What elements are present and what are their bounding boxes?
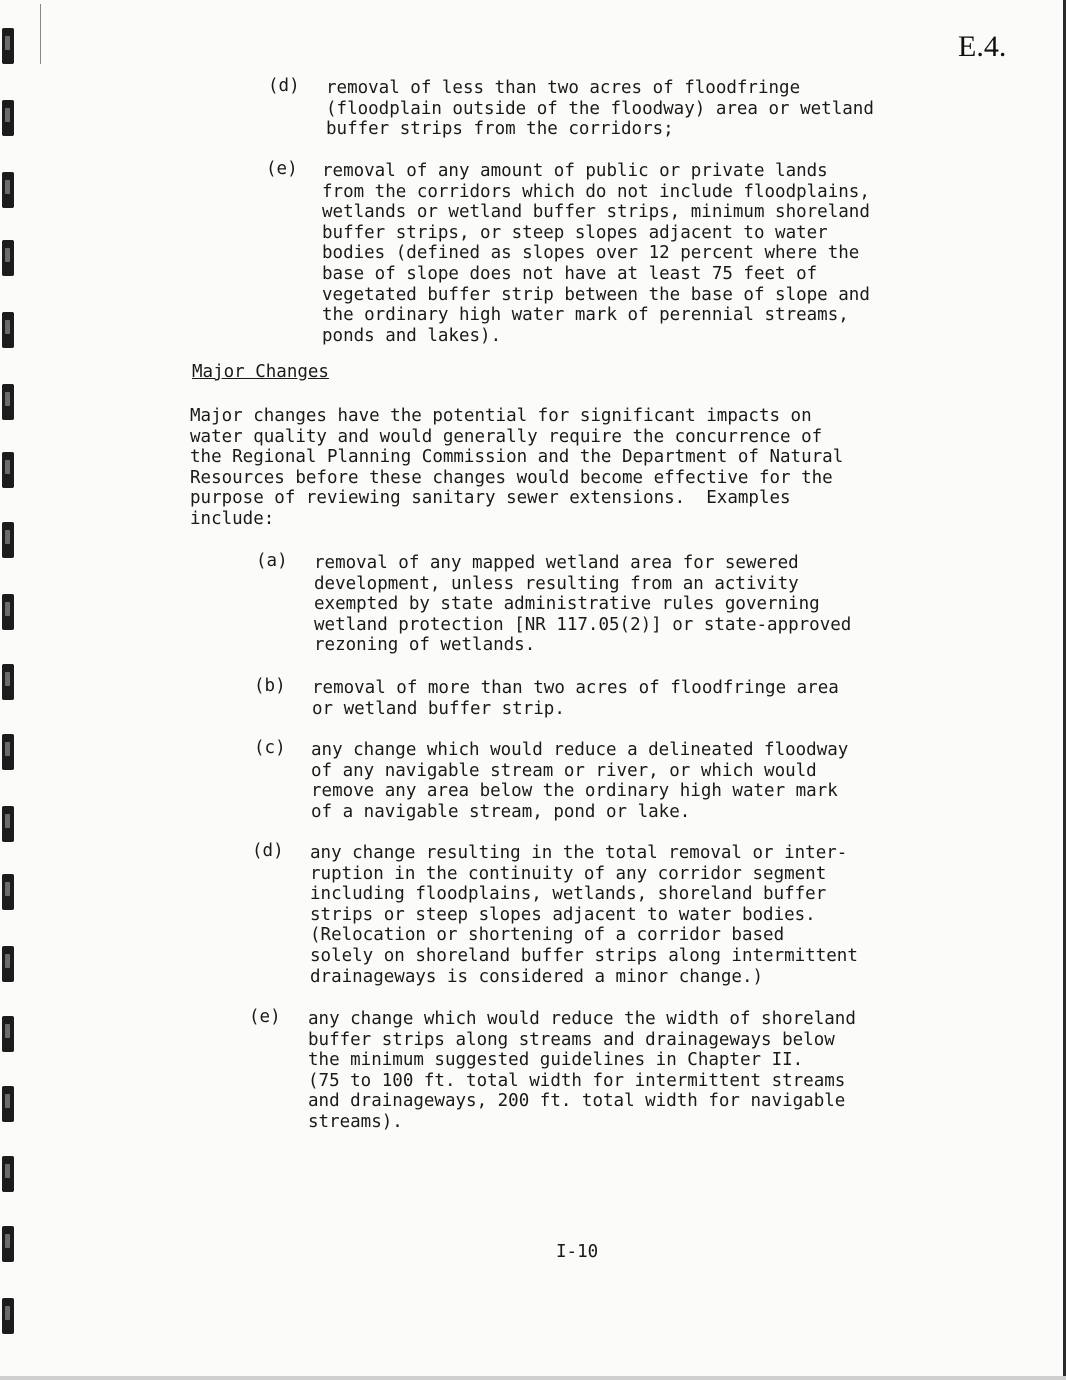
item-label: (b)	[254, 676, 286, 696]
text-line: any change which would reduce the width of shoreland	[308, 1009, 856, 1029]
binding-hole	[2, 240, 14, 276]
scan-mark	[40, 4, 41, 64]
text-line: of a navigable stream, pond or lake.	[311, 801, 691, 822]
binding-hole	[2, 664, 14, 700]
page-reference: E.4.	[958, 30, 1007, 63]
text-line: ponds and lakes).	[322, 325, 502, 346]
binding-hole	[2, 946, 14, 982]
binding-hole	[2, 1016, 14, 1052]
text-line: buffer strips along streams and drainageways below	[308, 1029, 835, 1050]
text-line: wetlands or wetland buffer strips, minimum shoreland	[322, 202, 870, 223]
binding-hole	[2, 806, 14, 842]
text-line: (floodplain outside of the floodway) area or wetland	[326, 98, 874, 119]
text-line: Major changes have the potential for significant impacts on	[190, 406, 812, 426]
item-label: (e)	[249, 1007, 281, 1027]
binding-hole	[2, 28, 14, 64]
list-item-c	[311, 740, 848, 822]
item-label: (d)	[252, 841, 284, 861]
text-line: base of slope does not have at least 75 feet of	[322, 263, 818, 284]
binding-hole	[2, 312, 14, 348]
text-line: (75 to 100 ft. total width for intermittent streams	[308, 1070, 846, 1091]
text-line: including floodplains, wetlands, shoreland buffer	[310, 884, 827, 905]
list-item-e	[322, 161, 870, 346]
binding-hole	[2, 172, 14, 208]
text-line: Resources before these changes would become effective for the	[190, 467, 833, 488]
binding-hole	[2, 1226, 14, 1262]
text-line: streams).	[308, 1111, 403, 1132]
item-label: (d)	[268, 76, 300, 96]
text-line: development, unless resulting from an activity	[314, 573, 799, 594]
text-line: removal of more than two acres of floodfringe area	[312, 678, 839, 698]
binding-hole	[2, 384, 14, 420]
binding-hole	[2, 874, 14, 910]
text-line: (Relocation or shortening of a corridor based	[310, 925, 785, 946]
section-heading: Major Changes	[192, 362, 329, 382]
page-edge	[0, 1376, 1066, 1380]
list-item-a	[314, 553, 851, 656]
binding-hole	[2, 594, 14, 630]
text-line: solely on shoreland buffer strips along intermittent	[310, 945, 858, 966]
text-line: any change which would reduce a delineated floodway	[311, 740, 849, 760]
item-label: (e)	[266, 159, 298, 179]
binding-hole	[2, 1086, 14, 1122]
text-line: vegetated buffer strip between the base of slope and	[322, 284, 870, 305]
list-item-d-major	[310, 843, 858, 987]
text-line: ruption in the continuity of any corridor segment	[310, 863, 827, 884]
text-line: the Regional Planning Commission and the Department of Natural	[190, 447, 844, 468]
page-number: I-10	[556, 1242, 599, 1262]
text-line: removal of any mapped wetland area for sewered	[314, 553, 799, 573]
binding-hole	[2, 522, 14, 558]
binding-hole	[2, 1156, 14, 1192]
text-line: strips or steep slopes adjacent to water bodies.	[310, 904, 816, 925]
item-label: (a)	[256, 551, 288, 571]
text-line: buffer strips from the corridors;	[326, 119, 674, 140]
text-line: of any navigable stream or river, or which would	[311, 760, 817, 781]
text-line: removal of less than two acres of floodfringe	[326, 78, 801, 98]
binding-holes	[0, 0, 24, 1380]
text-line: and drainageways, 200 ft. total width for navigable	[308, 1091, 846, 1112]
binding-hole	[2, 1298, 14, 1334]
text-line: removal of any amount of public or private lands	[322, 161, 828, 181]
list-item-e-major	[308, 1009, 856, 1133]
text-line: water quality and would generally require the concurrence of	[190, 426, 823, 447]
text-line: exempted by state administrative rules governing	[314, 594, 820, 615]
text-line: remove any area below the ordinary high water mark	[311, 781, 838, 802]
text-line: bodies (defined as slopes over 12 percent where the	[322, 243, 860, 264]
list-item-d	[326, 78, 874, 140]
text-line: wetland protection [NR 117.05(2)] or state-approved	[314, 614, 852, 635]
text-line: rezoning of wetlands.	[314, 635, 536, 656]
binding-hole	[2, 100, 14, 136]
text-line: the ordinary high water mark of perennial streams,	[322, 305, 849, 326]
text-line: any change resulting in the total removal or inter-	[310, 843, 848, 863]
item-label: (c)	[254, 738, 286, 758]
intro-paragraph	[190, 406, 843, 530]
text-line: purpose of reviewing sanitary sewer extensions. Examples	[190, 488, 791, 509]
binding-hole	[2, 452, 14, 488]
text-line: buffer strips, or steep slopes adjacent to water	[322, 222, 828, 243]
list-item-b	[312, 678, 839, 719]
text-line: drainageways is considered a minor change.)	[310, 966, 764, 987]
text-line: include:	[190, 508, 275, 529]
text-line: the minimum suggested guidelines in Chapter II.	[308, 1050, 804, 1071]
binding-hole	[2, 734, 14, 770]
text-line: from the corridors which do not include floodplains,	[322, 181, 870, 202]
text-line: or wetland buffer strip.	[312, 698, 565, 719]
